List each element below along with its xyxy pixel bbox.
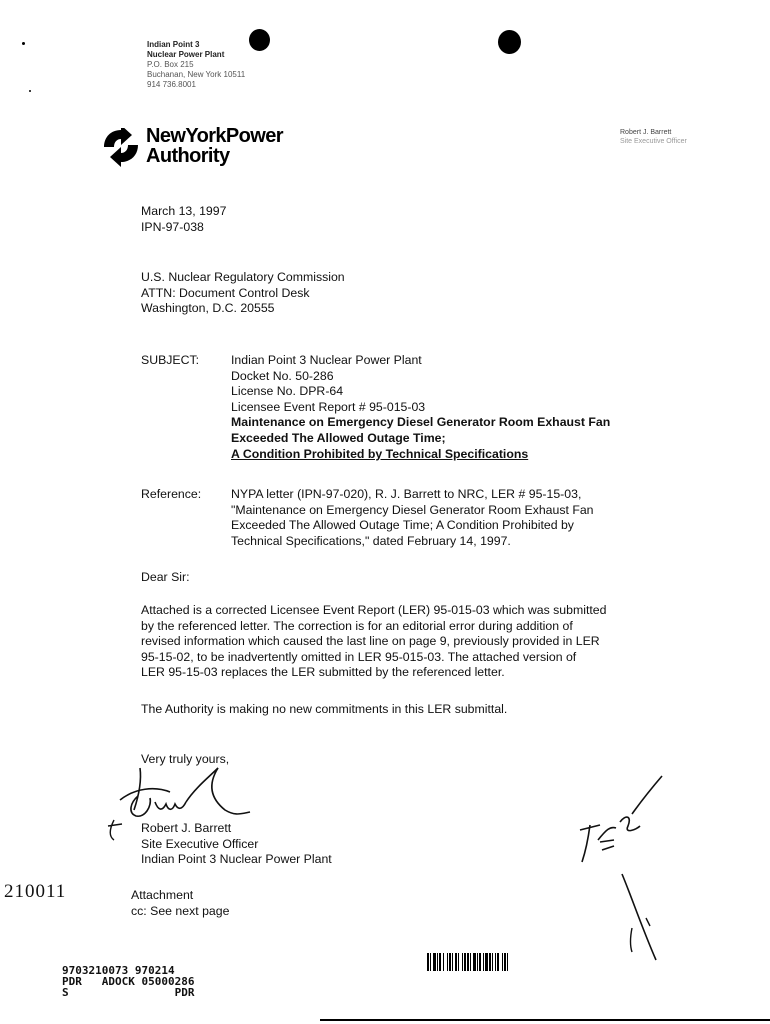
barcode-bar [507, 953, 508, 971]
address-line: Indian Point 3 [147, 40, 200, 49]
barcode-bar [470, 953, 471, 971]
barcode-bar [467, 953, 469, 971]
attachment-block [131, 888, 229, 919]
subject-line: Docket No. 50-286 [231, 368, 334, 383]
sender-block [620, 128, 687, 146]
barcode-bar [479, 953, 481, 971]
logo-name-line1: NewYorkPower [146, 125, 283, 147]
recipient-line: U.S. Nuclear Regulatory Commission [141, 270, 345, 284]
reference-line: "Maintenance on Emergency Diesel Generator Room Exhaust Fan [231, 502, 594, 517]
attachment-label: Attachment [131, 888, 194, 902]
subject-label: SUBJECT: [141, 353, 200, 367]
barcode-bar [439, 953, 441, 971]
barcode-bar [504, 953, 506, 971]
subject-bold-line: Maintenance on Emergency Diesel Generator Room Exhaust Fan [231, 415, 611, 430]
signatory-plant: Indian Point 3 Nuclear Power Plant [141, 852, 332, 867]
barcode-bar [455, 953, 457, 971]
barcode-bar [427, 953, 429, 971]
letter-ref-no: IPN-97-038 [141, 219, 204, 234]
subject-bold-line: Exceeded The Allowed Outage Time; [231, 430, 446, 445]
subject-line: Licensee Event Report # 95-015-03 [231, 399, 426, 414]
body-paragraph [141, 603, 606, 681]
barcode-bar [483, 953, 484, 971]
barcode-bar [497, 953, 499, 971]
docket-stamp-line: S PDR [62, 986, 195, 999]
recipient-line: Washington, D.C. 20555 [141, 301, 275, 316]
barcode-bar [495, 953, 496, 971]
barcode-bar [447, 953, 448, 971]
nypa-logo-icon [102, 128, 140, 168]
barcode-bar [477, 953, 478, 971]
subject-line: License No. DPR-64 [231, 384, 344, 399]
paragraph-line: LER 95-15-03 replaces the LER submitted by the referenced letter. [141, 665, 505, 680]
docket-stamp-line: PDR ADOCK 05000286 [62, 975, 195, 988]
reference-block [231, 487, 594, 549]
signatory-name: Robert J. Barrett [141, 821, 232, 835]
docket-stamp-line: 9703210073 970214 [62, 964, 175, 977]
barcode-bar [464, 953, 466, 971]
address-line: Buchanan, New York 10511 [147, 70, 246, 79]
sender-name: Robert J. Barrett [620, 129, 672, 136]
subject-line: Indian Point 3 Nuclear Power Plant [231, 353, 422, 367]
barcode-bar [492, 953, 493, 971]
signatory-title: Site Executive Officer [141, 836, 259, 851]
commitments-paragraph: The Authority is making no new commitments in this LER submittal. [141, 702, 508, 716]
paragraph-line: by the referenced letter. The correction is for an editorial error during addition of [141, 618, 573, 633]
barcode-bar [502, 953, 503, 971]
barcode-bar [473, 953, 476, 971]
barcode-bar [430, 953, 431, 971]
scan-speck [29, 90, 31, 92]
barcode-bar [443, 953, 444, 971]
recipient-block [141, 270, 345, 317]
reference-line: Exceeded The Allowed Outage Time; A Condition Prohibited by [231, 518, 574, 533]
paragraph-line: Attached is a corrected Licensee Event Report (LER) 95-015-03 which was submitted [141, 603, 607, 617]
closing: Very truly yours, [141, 752, 230, 766]
docket-stamp [62, 965, 194, 998]
recipient-line: ATTN: Document Control Desk [141, 285, 310, 300]
paragraph-line: revised information which caused the last line on page 9, previously provided in LER [141, 634, 600, 649]
letter-date: March 13, 1997 [141, 204, 227, 218]
scan-dot [249, 29, 270, 51]
cc-line: cc: See next page [131, 903, 230, 918]
address-line: Nuclear Power Plant [147, 50, 225, 59]
paragraph-line: 95-15-02, to be inadvertently omitted in LER 95-015-03. The attached version of [141, 649, 577, 664]
date-block [141, 204, 226, 235]
barcode-bar [458, 953, 459, 971]
logo-name [146, 126, 283, 166]
address-line: 914 736.8001 [147, 80, 196, 89]
barcode [427, 953, 557, 979]
barcode-bar [452, 953, 453, 971]
reference-line: NYPA letter (IPN-97-020), R. J. Barrett to NRC, LER # 95-15-03, [231, 487, 582, 501]
barcode-bar [462, 953, 463, 971]
barcode-bar [485, 953, 488, 971]
logo-name-line2: Authority [146, 145, 230, 167]
scan-speck [22, 42, 25, 45]
signature-block [141, 821, 332, 868]
side-stamp-number: 210011 [4, 881, 67, 902]
barcode-bar [437, 953, 438, 971]
barcode-bar [449, 953, 451, 971]
scan-dot [498, 30, 521, 54]
reference-label: Reference: [141, 487, 202, 501]
salutation: Dear Sir: [141, 570, 190, 584]
subject-block [231, 353, 610, 462]
handwritten-mark [612, 868, 672, 968]
page-edge-line [320, 1019, 770, 1021]
barcode-bar [433, 953, 436, 971]
address-line: P.O. Box 215 [147, 60, 194, 69]
handwritten-initials [570, 770, 670, 870]
subject-underlined-line: A Condition Prohibited by Technical Specifications [231, 446, 529, 461]
plant-address [147, 40, 245, 90]
barcode-bar [489, 953, 491, 971]
sender-title: Site Executive Officer [620, 138, 687, 145]
reference-line: Technical Specifications," dated February 14, 1997. [231, 533, 511, 548]
